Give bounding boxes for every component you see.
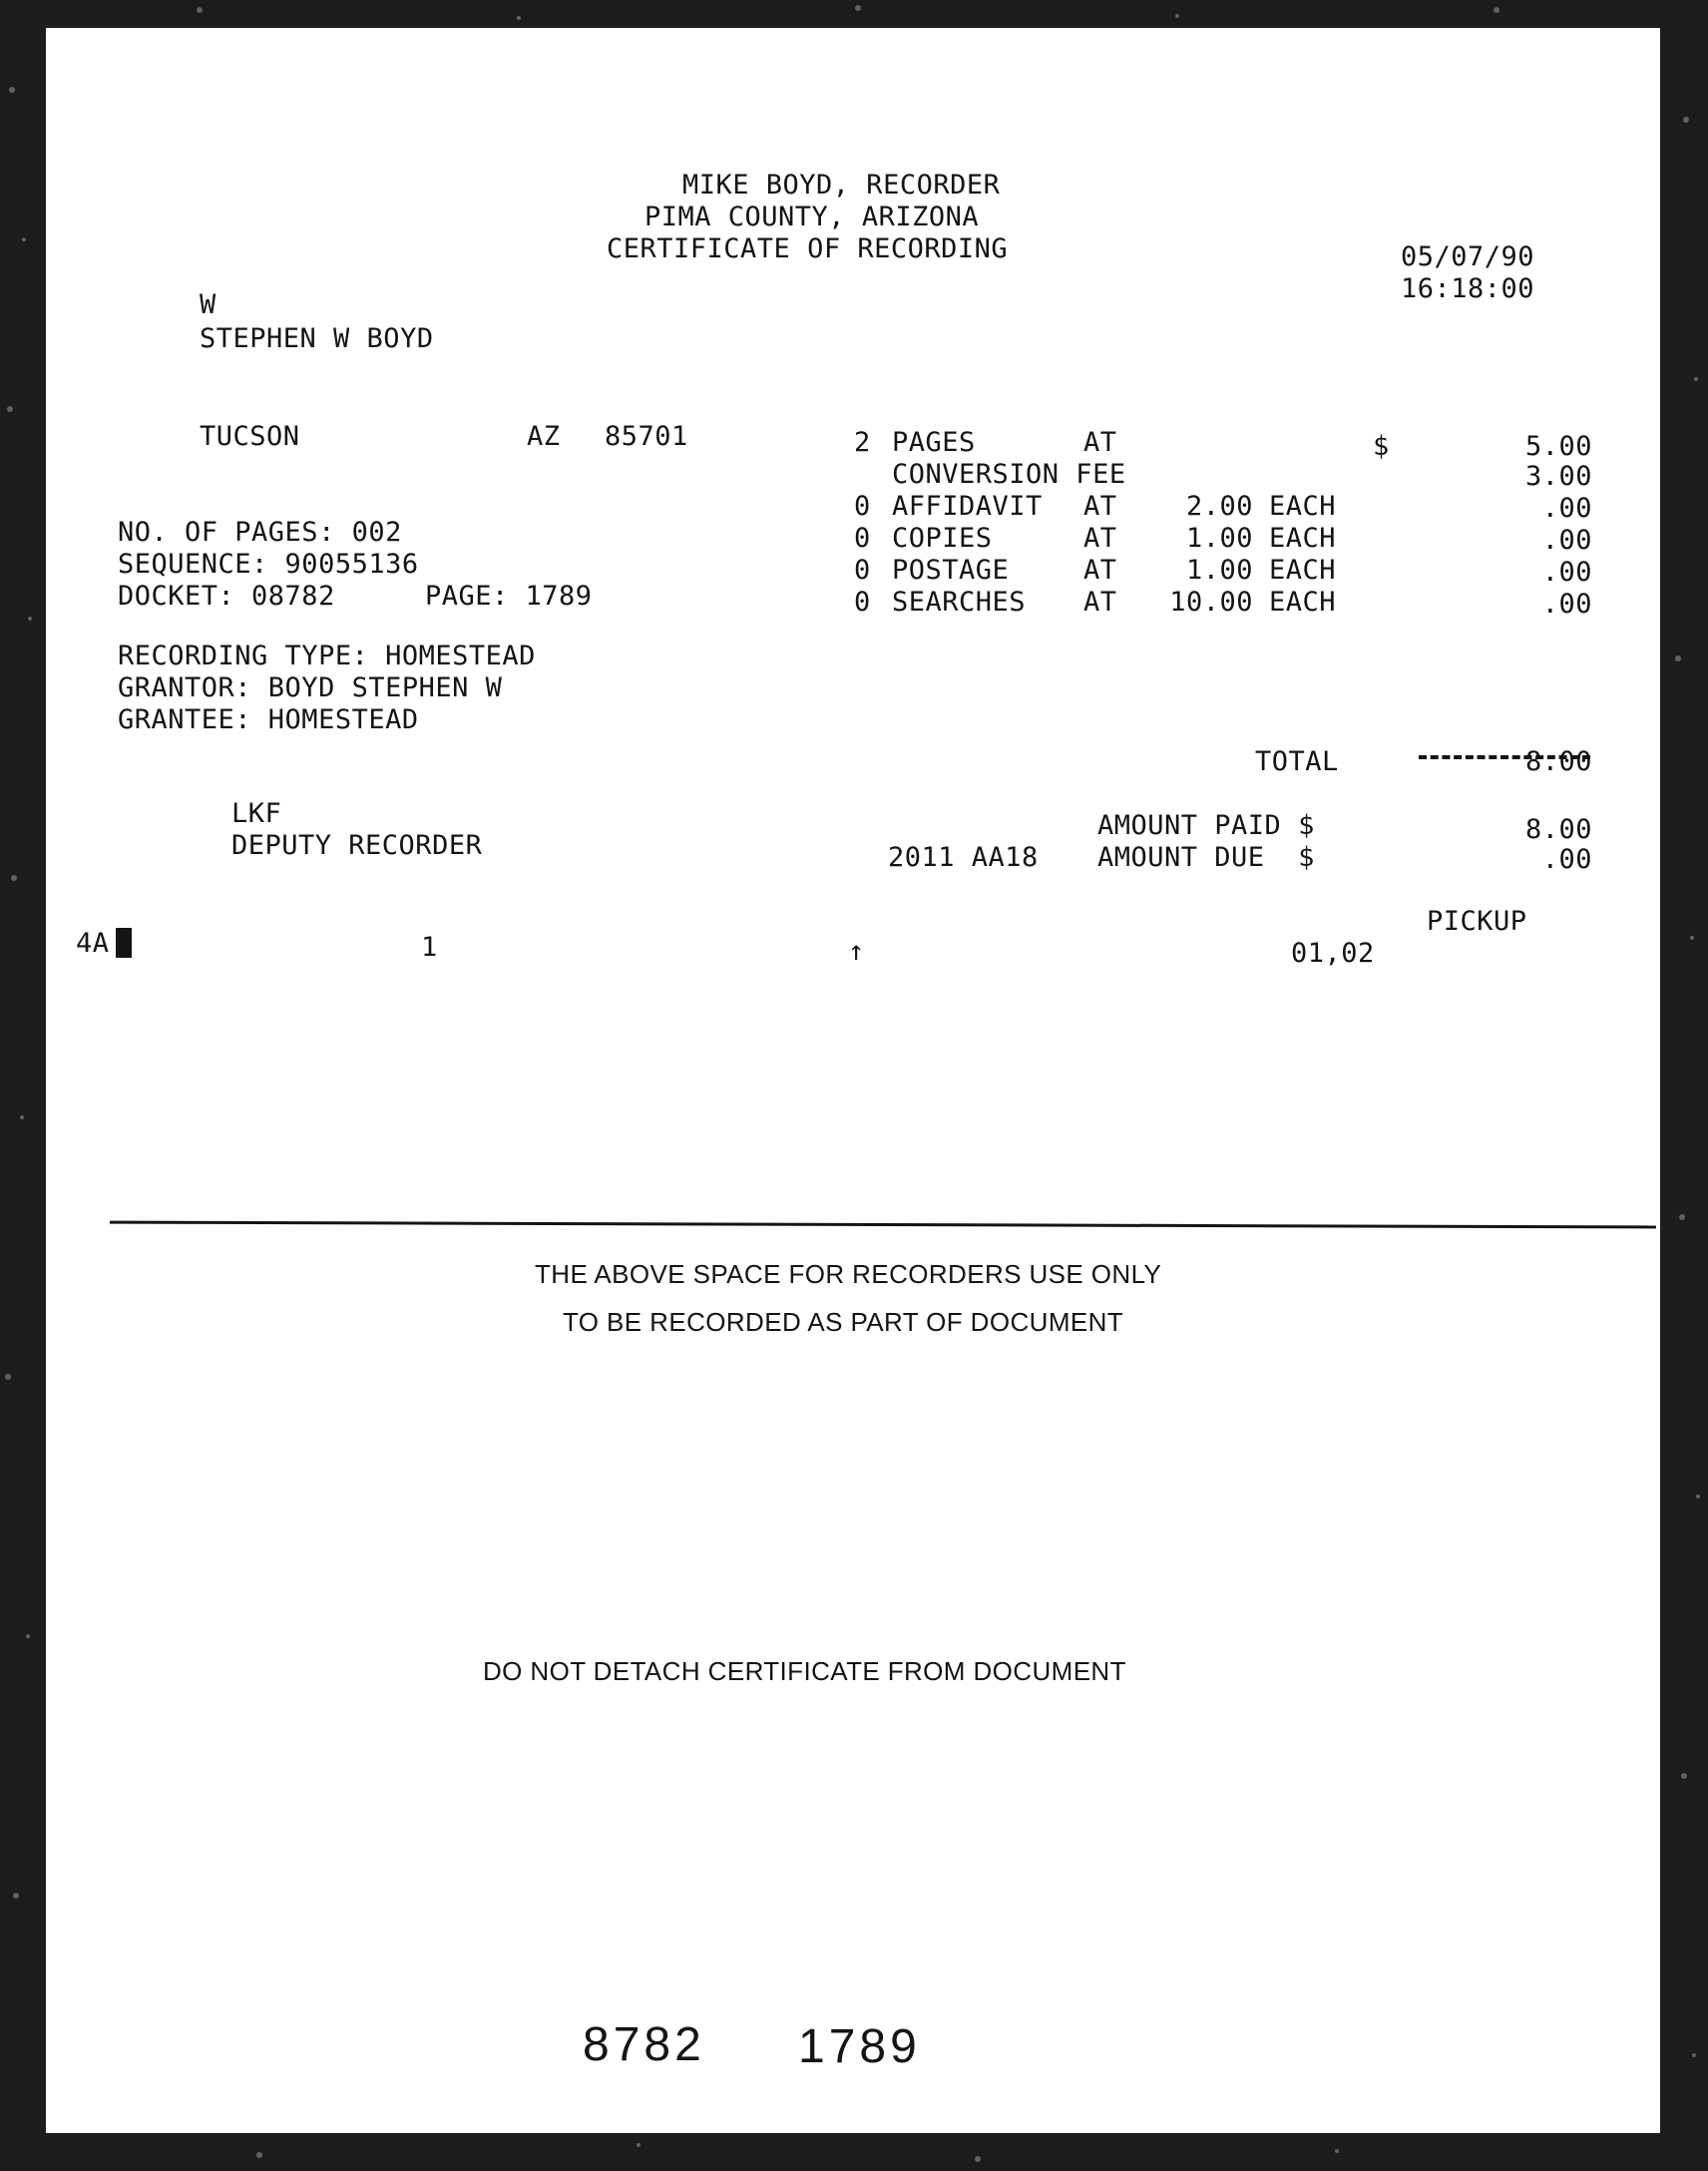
amount-paid: 8.00 — [1524, 814, 1592, 845]
fee-amount: .00 — [1541, 557, 1592, 588]
fee-qty: 0 — [854, 587, 871, 618]
fee-amount: .00 — [1541, 525, 1592, 556]
addressee-name: STEPHEN W BOYD — [200, 323, 434, 354]
record-time: 16:18:00 — [1401, 273, 1535, 304]
grantee: GRANTEE: HOMESTEAD — [118, 704, 419, 735]
batch-code: 4A — [76, 928, 110, 959]
fee-each: EACH — [1269, 491, 1337, 522]
fee-amount: 5.00 — [1524, 431, 1592, 462]
batch-count: 1 — [421, 932, 438, 963]
fee-item: PAGES — [892, 427, 976, 458]
amount-paid-label: AMOUNT PAID $ — [1097, 810, 1315, 841]
redaction-block — [116, 928, 132, 958]
fee-at: AT — [1083, 587, 1117, 618]
certificate-paper — [46, 28, 1660, 2133]
fee-rate: 2.00 — [1185, 491, 1253, 522]
do-not-detach-notice: DO NOT DETACH CERTIFICATE FROM DOCUMENT — [483, 1656, 1126, 1686]
fee-currency: $ — [1373, 431, 1390, 462]
fee-rate: 1.00 — [1185, 555, 1253, 586]
fee-qty: 2 — [854, 427, 871, 458]
number-of-pages: NO. OF PAGES: 002 — [118, 517, 402, 548]
total-label: TOTAL — [1255, 746, 1339, 777]
pickup-label: PICKUP — [1427, 906, 1527, 937]
addressee-code: W — [200, 289, 216, 320]
fee-rate: 1.00 — [1185, 523, 1253, 554]
batch-pages: 01,02 — [1291, 938, 1375, 969]
addressee-zip: 85701 — [605, 421, 688, 452]
fee-amount: .00 — [1541, 493, 1592, 524]
page-number: PAGE: 1789 — [425, 581, 593, 612]
amount-due: .00 — [1541, 844, 1592, 875]
terminal-id: 2011 AA18 — [888, 842, 1039, 873]
grantor: GRANTOR: BOYD STEPHEN W — [118, 672, 503, 703]
amount-due-label: AMOUNT DUE $ — [1097, 842, 1315, 873]
arrow-mark: ↑ — [848, 936, 865, 967]
docket-number: DOCKET: 08782 — [118, 581, 335, 612]
fee-item: COPIES — [892, 523, 993, 554]
addressee-city: TUCSON — [200, 421, 300, 452]
record-part-notice: TO BE RECORDED AS PART OF DOCUMENT — [563, 1307, 1124, 1337]
certificate-title: CERTIFICATE OF RECORDING — [607, 233, 1009, 264]
fee-at: AT — [1083, 427, 1117, 458]
fee-at: AT — [1083, 523, 1117, 554]
total-amount: 8.00 — [1524, 746, 1592, 777]
handwritten-docket: 8782 — [583, 2018, 705, 2071]
fee-item: CONVERSION FEE — [892, 459, 1126, 490]
fee-each: EACH — [1269, 523, 1337, 554]
recorder-space-divider — [110, 1221, 1656, 1229]
recorder-name: MIKE BOYD, RECORDER — [682, 170, 1001, 201]
fee-each: EACH — [1269, 587, 1337, 618]
deputy-initials: LKF — [231, 798, 282, 829]
deputy-title: DEPUTY RECORDER — [231, 830, 483, 861]
addressee-state: AZ — [527, 421, 561, 452]
fee-rate: 10.00 — [1169, 587, 1253, 618]
recording-type: RECORDING TYPE: HOMESTEAD — [118, 641, 536, 671]
fee-item: AFFIDAVIT — [892, 491, 1043, 522]
handwritten-page: 1789 — [798, 2020, 921, 2073]
fee-each: EACH — [1269, 555, 1337, 586]
fee-item: SEARCHES — [892, 587, 1027, 618]
record-date: 05/07/90 — [1401, 241, 1535, 272]
fee-at: AT — [1083, 555, 1117, 586]
fee-qty: 0 — [854, 491, 871, 522]
fee-item: POSTAGE — [892, 555, 1010, 586]
fee-amount: 3.00 — [1524, 461, 1592, 492]
fee-qty: 0 — [854, 555, 871, 586]
fee-qty: 0 — [854, 523, 871, 554]
fee-at: AT — [1083, 491, 1117, 522]
county-name: PIMA COUNTY, ARIZONA — [644, 202, 980, 232]
sequence-number: SEQUENCE: 90055136 — [118, 549, 419, 580]
recorder-space-notice: THE ABOVE SPACE FOR RECORDERS USE ONLY — [535, 1259, 1162, 1289]
fee-amount: .00 — [1541, 589, 1592, 620]
